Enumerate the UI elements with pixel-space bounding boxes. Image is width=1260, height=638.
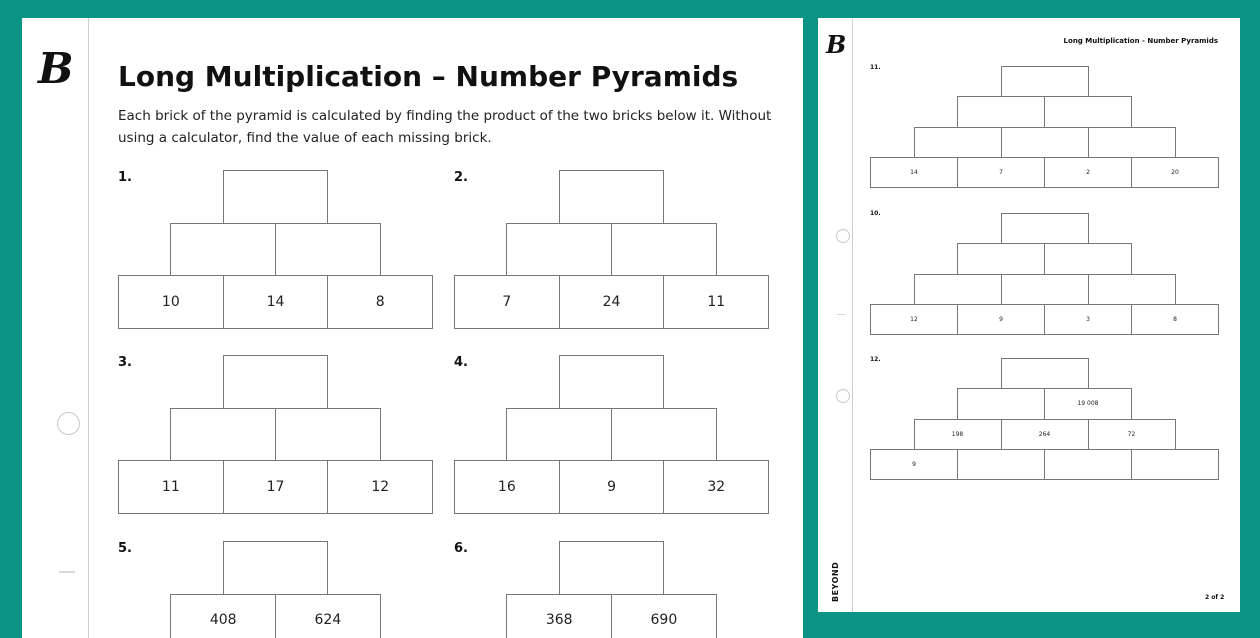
question-number: 3.: [118, 355, 132, 370]
empty-brick[interactable]: [506, 408, 612, 462]
empty-brick[interactable]: [223, 170, 329, 224]
number-brick: 20: [1131, 157, 1219, 188]
empty-brick[interactable]: [1044, 449, 1132, 480]
empty-brick[interactable]: [1001, 127, 1089, 158]
number-brick: 16: [454, 460, 560, 514]
question-number: 5.: [118, 541, 132, 556]
number-brick: 12: [870, 304, 958, 335]
empty-brick[interactable]: [559, 355, 665, 409]
question-number: 10.: [870, 210, 881, 217]
number-brick: 7: [957, 157, 1045, 188]
empty-brick[interactable]: [957, 449, 1045, 480]
number-brick: 32: [663, 460, 769, 514]
number-brick: 368: [506, 594, 612, 638]
instructions: Each brick of the pyramid is calculated by finding the product of the two bricks below it. Without using a calculator, find the value of each missing brick.: [118, 105, 778, 149]
number-brick: 10: [118, 275, 224, 329]
question-number: 2.: [454, 170, 468, 185]
number-brick: 19 008: [1044, 388, 1132, 419]
punch-hole: [836, 389, 850, 403]
question-number: 6.: [454, 541, 468, 556]
punch-hole: [836, 229, 850, 243]
margin-line: [852, 18, 853, 612]
worksheet-page-2: [818, 18, 1240, 612]
number-brick: 264: [1001, 419, 1089, 450]
empty-brick[interactable]: [957, 96, 1045, 127]
empty-brick[interactable]: [957, 388, 1045, 419]
empty-brick[interactable]: [506, 223, 612, 277]
empty-brick[interactable]: [1131, 449, 1219, 480]
number-brick: 408: [170, 594, 276, 638]
number-brick: 11: [663, 275, 769, 329]
empty-brick[interactable]: [223, 541, 329, 595]
empty-brick[interactable]: [1088, 127, 1176, 158]
empty-brick[interactable]: [1044, 243, 1132, 274]
number-brick: 690: [611, 594, 717, 638]
empty-brick[interactable]: [275, 223, 381, 277]
empty-brick[interactable]: [275, 408, 381, 462]
number-brick: 24: [559, 275, 665, 329]
empty-brick[interactable]: [611, 223, 717, 277]
header-title: Long Multiplication - Number Pyramids: [1064, 37, 1218, 45]
empty-brick[interactable]: [611, 408, 717, 462]
number-brick: 14: [870, 157, 958, 188]
number-brick: 17: [223, 460, 329, 514]
punch-hole: [57, 412, 80, 435]
question-number: 1.: [118, 170, 132, 185]
empty-brick[interactable]: [1001, 274, 1089, 305]
empty-brick[interactable]: [170, 408, 276, 462]
number-brick: 7: [454, 275, 560, 329]
number-brick: 9: [957, 304, 1045, 335]
empty-brick[interactable]: [170, 223, 276, 277]
number-brick: 72: [1088, 419, 1176, 450]
empty-brick[interactable]: [957, 243, 1045, 274]
number-brick: 3: [1044, 304, 1132, 335]
beyond-logo: B: [38, 44, 74, 93]
empty-brick[interactable]: [914, 274, 1002, 305]
margin-mark: [59, 571, 75, 573]
page-title: Long Multiplication – Number Pyramids: [118, 60, 738, 93]
number-brick: 12: [327, 460, 433, 514]
empty-brick[interactable]: [1001, 66, 1089, 97]
empty-brick[interactable]: [559, 170, 665, 224]
number-brick: 8: [1131, 304, 1219, 335]
empty-brick[interactable]: [1001, 213, 1089, 244]
number-brick: 9: [559, 460, 665, 514]
brand-text: BEYOND: [831, 562, 840, 602]
worksheet-page-1: [22, 18, 803, 638]
number-brick: 14: [223, 275, 329, 329]
empty-brick[interactable]: [914, 127, 1002, 158]
margin-line: [88, 18, 89, 638]
beyond-logo: B: [826, 30, 846, 59]
empty-brick[interactable]: [559, 541, 665, 595]
empty-brick[interactable]: [223, 355, 329, 409]
page-number: 2 of 2: [1205, 594, 1224, 601]
number-brick: 11: [118, 460, 224, 514]
number-brick: 9: [870, 449, 958, 480]
question-number: 11.: [870, 64, 881, 71]
margin-mark: [837, 314, 845, 315]
empty-brick[interactable]: [1001, 358, 1089, 389]
question-number: 12.: [870, 356, 881, 363]
empty-brick[interactable]: [1088, 274, 1176, 305]
empty-brick[interactable]: [1044, 96, 1132, 127]
number-brick: 198: [914, 419, 1002, 450]
number-brick: 2: [1044, 157, 1132, 188]
number-brick: 8: [327, 275, 433, 329]
number-brick: 624: [275, 594, 381, 638]
question-number: 4.: [454, 355, 468, 370]
